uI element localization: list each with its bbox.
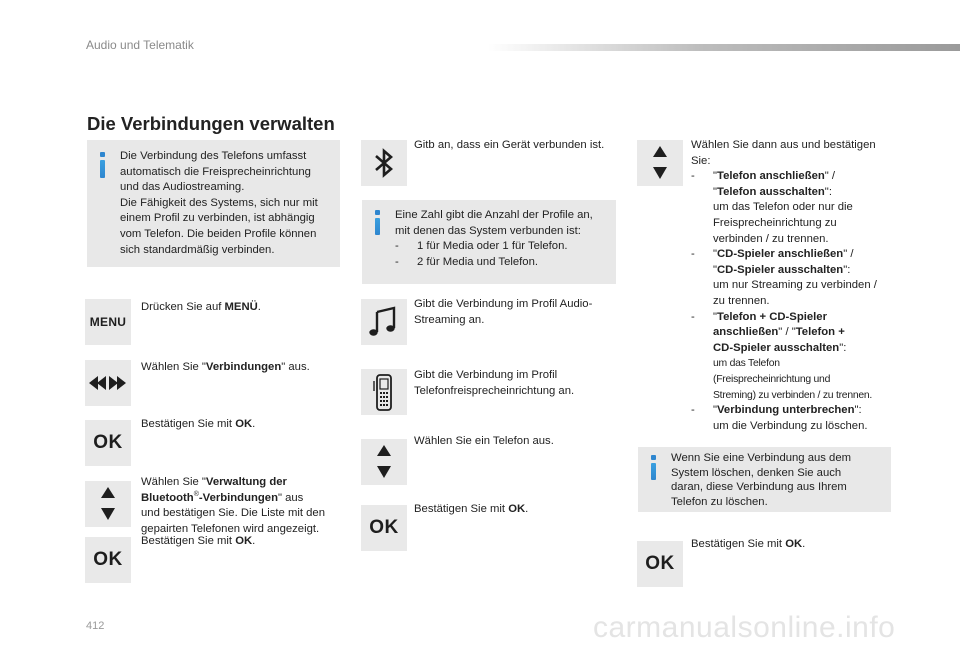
seek-arrows-icon — [85, 360, 131, 406]
page-number: 412 — [86, 620, 105, 632]
page-title: Die Verbindungen verwalten — [87, 113, 335, 134]
info-icon — [100, 160, 105, 178]
info-icon — [375, 218, 380, 235]
header-bar — [488, 44, 960, 51]
section-header: Audio und Telematik — [86, 38, 194, 52]
info-line: sich standardmäßig verbinden. — [120, 243, 275, 256]
step-select-connections: Wählen Sie "Verbindungen" aus. — [141, 361, 310, 373]
info-icon — [651, 463, 656, 480]
info-line: vom Telefon. Die beiden Profile können — [120, 227, 317, 240]
info-box-delete: Wenn Sie eine Verbindung aus dem System löschen, denken Sie auch daran, diese Verbindung aus Ihrem Telefon zu löschen. — [638, 447, 891, 512]
step-confirm-ok: Bestätigen Sie mit OK. — [141, 535, 256, 547]
step-bluetooth-management: Wählen Sie "Verwaltung der Bluetooth®-Verbindungen" aus und bestätigen Sie. Die Liste mit den gepairten Telefonen wird angezeigt. — [141, 476, 325, 535]
step-select-phone: Wählen Sie ein Telefon aus. — [414, 435, 554, 447]
up-down-arrows-icon — [637, 140, 683, 186]
step-press-menu: Drücken Sie auf MENÜ. — [141, 301, 261, 313]
option-phone: - "Telefon anschließen" / "Telefon ausschalten": um das Telefon oder nur die Freisprecheinrichtung zu verbinden / zu trennen. — [691, 170, 853, 245]
info-line: Die Fähigkeit des Systems, sich nur mit — [120, 196, 318, 209]
info-box-connection — [87, 140, 340, 267]
music-note-icon — [361, 299, 407, 345]
up-down-arrows-icon — [361, 439, 407, 485]
step-confirm-ok: Bestätigen Sie mit OK. — [141, 418, 256, 430]
menu-key-icon: MENU — [85, 299, 131, 345]
watermark: carmanualsonline.info — [593, 611, 896, 644]
info-box-profiles: Eine Zahl gibt die Anzahl der Profile an, mit denen das System verbunden ist: - 1 für Media oder 1 für Telefon. - 2 für Media und Telefon. — [362, 200, 616, 284]
bluetooth-icon — [361, 140, 407, 186]
info-line: einem Profil zu verbinden, ist abhängig — [120, 212, 315, 225]
info-line: und das Audiostreaming. — [120, 181, 245, 194]
info-line: automatisch die Freisprecheinrichtung — [120, 165, 311, 178]
phone-profile-description: Gibt die Verbindung im Profil Telefonfreisprecheinrichtung an. — [414, 369, 575, 397]
bluetooth-description: Gitb an, dass ein Gerät verbunden ist. — [414, 139, 605, 151]
audio-profile-description: Gibt die Verbindung im Profil Audio- Streaming an. — [414, 298, 593, 326]
ok-key-icon: OK — [85, 537, 131, 583]
options-list: Wählen Sie dann aus und bestätigen Sie: - "Telefon anschließen" / "Telefon ausschalten": um das Telefon oder nur die Freisprecheinrichtung zu verbinden / zu trennen. - "CD-Spieler anschließen" / "CD-Spieler ausschalten": um nur Streaming zu verbinden / zu trennen. - "Telefon + CD-Spieler anschließen" / "Telefon + CD-Spieler ausschalten": um das Telefon (Freisprecheinrichtung und Streming) zu verbinden / zu trennen. - "Verbindung unterbrechen": um die Verbindung zu löschen. — [691, 138, 901, 434]
up-down-arrows-icon — [85, 481, 131, 527]
ok-key-icon: OK — [85, 420, 131, 466]
ok-key-icon: OK — [361, 505, 407, 551]
info-line: Die Verbindung des Telefons umfasst — [120, 150, 307, 162]
option-cd-player: - "CD-Spieler anschließen" / "CD-Spieler ausschalten": um nur Streaming zu verbinden / zu trennen. — [691, 248, 877, 307]
option-phone-cd: - "Telefon + CD-Spieler anschließen" / "Telefon + CD-Spieler ausschalten": um das Telefon (Freisprecheinrichtung und Streming) zu verbinden / zu trennen. — [691, 310, 873, 401]
step-confirm-ok: Bestätigen Sie mit OK. — [691, 538, 806, 550]
ok-key-icon: OK — [637, 541, 683, 587]
phone-icon — [361, 369, 407, 415]
option-disconnect: - "Verbindung unterbrechen": um die Verbindung zu löschen. — [691, 404, 868, 432]
step-confirm-ok: Bestätigen Sie mit OK. — [414, 503, 529, 515]
